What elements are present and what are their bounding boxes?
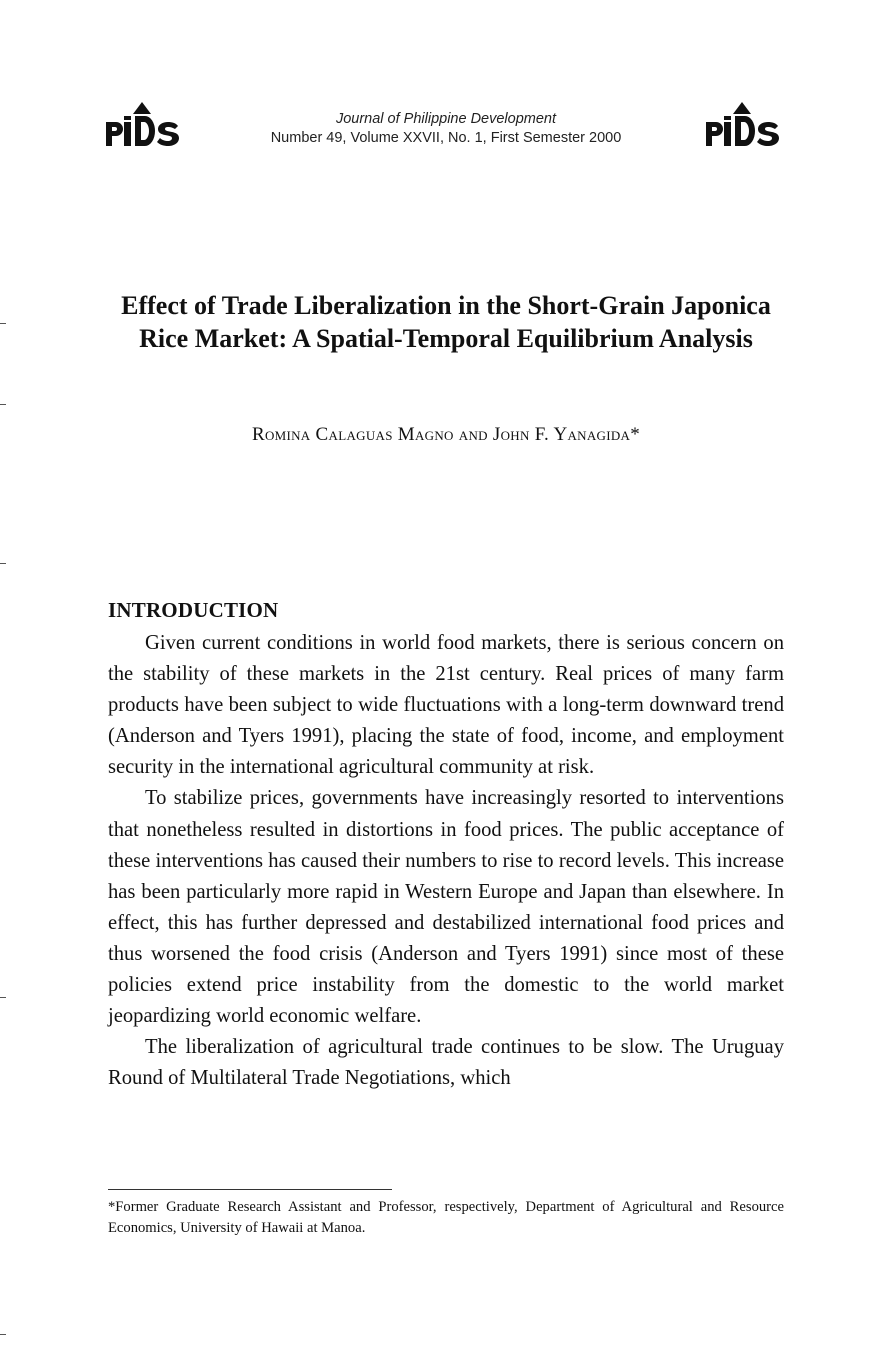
paragraph: To stabilize prices, governments have increasingly resorted to interventions that nonetheless resulted in distortions in food prices. The public acceptance of these interventions has caused their numbers to rise to record levels. This increase has been particularly more rapid in Western Europe and Japan than elsewhere. In effect, this has further depressed and destabilized international food prices and thus worsened the food crisis (Anderson and Tyers 1991) since most of these policies extend price instability from the domestic to the world market jeopardizing world economic welfare.	[108, 787, 784, 1028]
journal-header	[220, 110, 672, 148]
article-title: Effect of Trade Liberalization in the Short-Grain Japonica Rice Market: A Spatial-Temporal Equilibrium Analysis	[121, 291, 771, 353]
paragraph: The liberalization of agricultural trade continues to be slow. The Uruguay Round of Multilateral Trade Negotiations, which	[108, 1036, 784, 1090]
paragraph: Given current conditions in world food markets, there is serious concern on the stability of these markets in the 21st century. Real prices of many farm products have been subject to wide fluctuations with a long-term downward trend (Anderson and Tyers 1991), placing the state of food, income, and employment security in the international agricultural community at risk.	[108, 632, 784, 779]
article-authors: Romina Calaguas Magno and John F. Yanagida*	[251, 424, 641, 445]
pids-logo-left	[104, 102, 180, 148]
journal-name: Journal of Philippine Development	[335, 111, 557, 127]
pids-logo-right	[704, 102, 780, 148]
journal-issue: Number 49, Volume XXVII, No. 1, First Semester 2000	[270, 130, 622, 146]
pids-logo-icon	[704, 102, 780, 148]
body-text	[108, 628, 784, 1094]
footnote: *Former Graduate Research Assistant and Professor, respectively, Department of Agricultural and Resource Economics, University of Hawaii at Manoa.	[108, 1199, 784, 1236]
footnote-divider	[108, 1189, 392, 1190]
pids-logo-icon	[104, 102, 180, 148]
scan-margin-mark	[0, 997, 6, 998]
scan-margin-mark	[0, 323, 6, 324]
section-heading: INTRODUCTION	[108, 598, 279, 622]
scan-margin-mark	[0, 563, 6, 564]
scan-margin-mark	[0, 404, 6, 405]
scan-margin-mark	[0, 1334, 6, 1335]
